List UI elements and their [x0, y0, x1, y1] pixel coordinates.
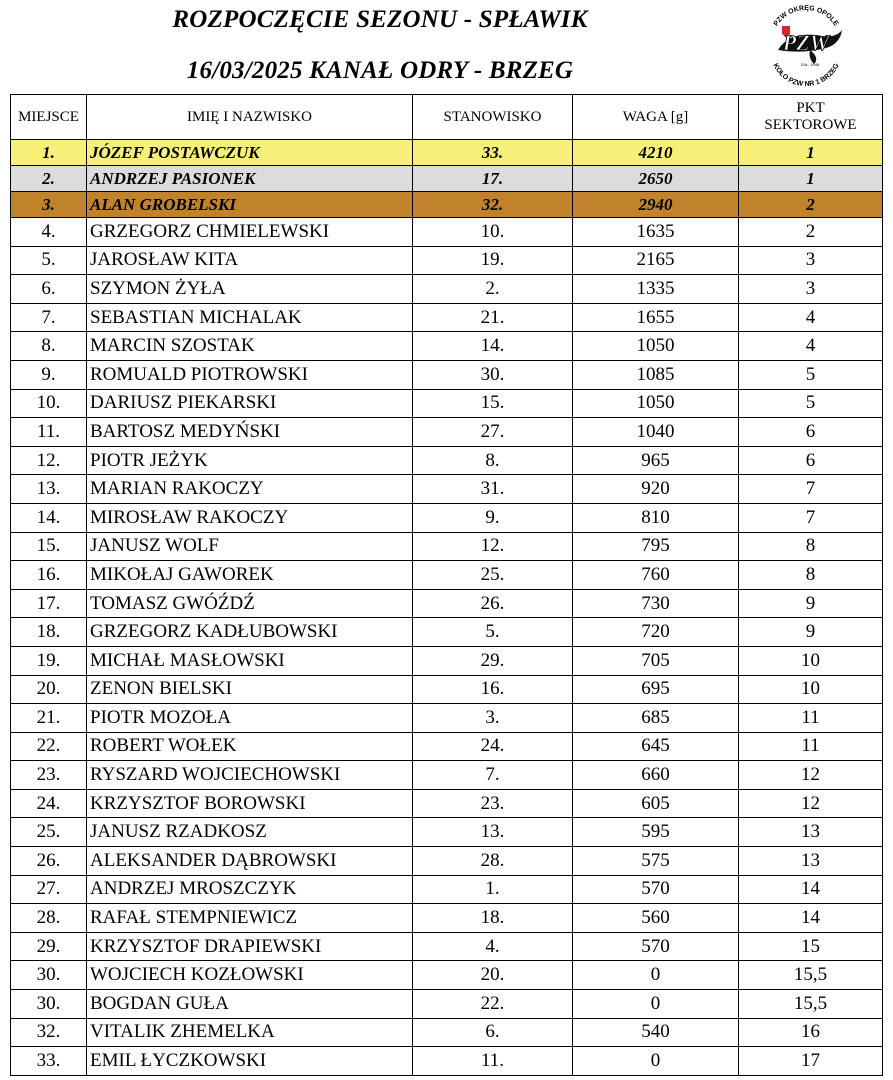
- weight-cell: 1335: [573, 275, 739, 304]
- document-title: ROZPOCZĘCIE SEZONU - SPŁAWIK: [172, 6, 588, 33]
- name-cell: ZENON BIELSKI: [87, 675, 413, 704]
- name-cell: GRZEGORZ KADŁUBOWSKI: [87, 618, 413, 647]
- place-cell: 26.: [11, 847, 87, 876]
- points-cell: 14: [739, 875, 883, 904]
- name-cell: SEBASTIAN MICHALAK: [87, 303, 413, 332]
- weight-cell: 695: [573, 675, 739, 704]
- weight-cell: 0: [573, 990, 739, 1019]
- weight-cell: 730: [573, 589, 739, 618]
- name-cell: BARTOSZ MEDYŃSKI: [87, 418, 413, 447]
- weight-cell: 705: [573, 646, 739, 675]
- points-cell: 13: [739, 847, 883, 876]
- place-cell: 33.: [11, 1047, 87, 1076]
- name-cell: TOMASZ GWÓŹDŹ: [87, 589, 413, 618]
- stand-cell: 29.: [413, 646, 573, 675]
- points-cell: 9: [739, 589, 883, 618]
- weight-cell: 810: [573, 503, 739, 532]
- table-row: [11, 332, 883, 361]
- name-cell: ALEKSANDER DĄBROWSKI: [87, 847, 413, 876]
- svg-text:KOŁO PZW NR 1 BRZEG: KOŁO PZW NR 1 BRZEG: [771, 62, 841, 88]
- name-cell: EMIL ŁYCZKOWSKI: [87, 1047, 413, 1076]
- column-header-place: MIEJSCE: [11, 95, 87, 140]
- stand-cell: 18.: [413, 904, 573, 933]
- weight-cell: 575: [573, 847, 739, 876]
- points-cell: 8: [739, 532, 883, 561]
- name-cell: PIOTR MOZOŁA: [87, 704, 413, 733]
- table-row: [11, 1047, 883, 1076]
- column-header-weight: WAGA [g]: [573, 95, 739, 140]
- document-subtitle: 16/03/2025 KANAŁ ODRY - BRZEG: [186, 57, 574, 84]
- stand-cell: 27.: [413, 418, 573, 447]
- points-cell: 1: [739, 166, 883, 192]
- place-cell: 20.: [11, 675, 87, 704]
- stand-cell: 33.: [413, 140, 573, 166]
- stand-cell: 25.: [413, 561, 573, 590]
- weight-cell: 595: [573, 818, 739, 847]
- place-cell: 13.: [11, 475, 87, 504]
- table-row: [11, 389, 883, 418]
- points-cell: 6: [739, 418, 883, 447]
- points-cell: 17: [739, 1047, 883, 1076]
- name-cell: MARCIN SZOSTAK: [87, 332, 413, 361]
- name-cell: DARIUSZ PIEKARSKI: [87, 389, 413, 418]
- name-cell: GRZEGORZ CHMIELEWSKI: [87, 218, 413, 247]
- name-cell: RYSZARD WOJCIECHOWSKI: [87, 761, 413, 790]
- weight-cell: 660: [573, 761, 739, 790]
- name-cell: MARIAN RAKOCZY: [87, 475, 413, 504]
- weight-cell: 2165: [573, 246, 739, 275]
- table-row: [11, 275, 883, 304]
- column-header-stand: STANOWISKO: [413, 95, 573, 140]
- table-row: [11, 140, 883, 166]
- stand-cell: 1.: [413, 875, 573, 904]
- name-cell: ALAN GROBELSKI: [87, 192, 413, 218]
- stand-cell: 8.: [413, 446, 573, 475]
- name-cell: ROMUALD PIOTROWSKI: [87, 360, 413, 389]
- stand-cell: 20.: [413, 961, 573, 990]
- place-cell: 30.: [11, 990, 87, 1019]
- points-cell: 11: [739, 732, 883, 761]
- name-cell: JAROSŁAW KITA: [87, 246, 413, 275]
- table-row: [11, 446, 883, 475]
- stand-cell: 19.: [413, 246, 573, 275]
- table-row: [11, 875, 883, 904]
- points-cell: 4: [739, 303, 883, 332]
- table-row: [11, 761, 883, 790]
- place-cell: 3.: [11, 192, 87, 218]
- name-cell: JÓZEF POSTAWCZUK: [87, 140, 413, 166]
- column-header-points: PKT SEKTOROWE: [739, 95, 883, 140]
- place-cell: 17.: [11, 589, 87, 618]
- place-cell: 15.: [11, 532, 87, 561]
- table-row: [11, 303, 883, 332]
- table-row: [11, 360, 883, 389]
- points-cell: 12: [739, 789, 883, 818]
- stand-cell: 21.: [413, 303, 573, 332]
- points-cell: 6: [739, 446, 883, 475]
- stand-cell: 2.: [413, 275, 573, 304]
- points-cell: 8: [739, 561, 883, 590]
- place-cell: 7.: [11, 303, 87, 332]
- name-cell: RAFAŁ STEMPNIEWICZ: [87, 904, 413, 933]
- name-cell: PIOTR JEŻYK: [87, 446, 413, 475]
- stand-cell: 31.: [413, 475, 573, 504]
- points-cell: 16: [739, 1018, 883, 1047]
- weight-cell: 920: [573, 475, 739, 504]
- place-cell: 12.: [11, 446, 87, 475]
- table-row: [11, 618, 883, 647]
- table-row: [11, 246, 883, 275]
- stand-cell: 15.: [413, 389, 573, 418]
- points-cell: 11: [739, 704, 883, 733]
- name-cell: KRZYSZTOF BOROWSKI: [87, 789, 413, 818]
- name-cell: KRZYSZTOF DRAPIEWSKI: [87, 932, 413, 961]
- stand-cell: 26.: [413, 589, 573, 618]
- table-row: [11, 589, 883, 618]
- weight-cell: 605: [573, 789, 739, 818]
- weight-cell: 570: [573, 932, 739, 961]
- place-cell: 8.: [11, 332, 87, 361]
- points-cell: 5: [739, 360, 883, 389]
- table-row: [11, 675, 883, 704]
- table-header-row: [11, 95, 883, 140]
- svg-text:PZW: PZW: [782, 30, 830, 55]
- points-cell: 4: [739, 332, 883, 361]
- weight-cell: 1085: [573, 360, 739, 389]
- points-cell: 13: [739, 818, 883, 847]
- svg-text:ZAŁ. 1946: ZAŁ. 1946: [800, 62, 820, 67]
- points-cell: 10: [739, 646, 883, 675]
- stand-cell: 13.: [413, 818, 573, 847]
- points-cell: 10: [739, 675, 883, 704]
- stand-cell: 32.: [413, 192, 573, 218]
- name-cell: ROBERT WOŁEK: [87, 732, 413, 761]
- weight-cell: 570: [573, 875, 739, 904]
- place-cell: 19.: [11, 646, 87, 675]
- points-cell: 15,5: [739, 990, 883, 1019]
- weight-cell: 2650: [573, 166, 739, 192]
- table-row: [11, 532, 883, 561]
- svg-text:PZW OKRĘG OPOLE: PZW OKRĘG OPOLE: [772, 4, 840, 28]
- weight-cell: 4210: [573, 140, 739, 166]
- weight-cell: 965: [573, 446, 739, 475]
- stand-cell: 30.: [413, 360, 573, 389]
- table-row: [11, 932, 883, 961]
- results-table: [10, 94, 883, 1076]
- weight-cell: 1050: [573, 389, 739, 418]
- stand-cell: 5.: [413, 618, 573, 647]
- table-row: [11, 218, 883, 247]
- table-row: [11, 818, 883, 847]
- weight-cell: 1655: [573, 303, 739, 332]
- pzw-logo: [760, 0, 852, 88]
- stand-cell: 4.: [413, 932, 573, 961]
- points-cell: 2: [739, 218, 883, 247]
- points-cell: 7: [739, 503, 883, 532]
- table-row: [11, 561, 883, 590]
- name-cell: VITALIK ZHEMELKA: [87, 1018, 413, 1047]
- points-cell: 12: [739, 761, 883, 790]
- stand-cell: 17.: [413, 166, 573, 192]
- name-cell: MICHAŁ MASŁOWSKI: [87, 646, 413, 675]
- place-cell: 6.: [11, 275, 87, 304]
- weight-cell: 1040: [573, 418, 739, 447]
- stand-cell: 23.: [413, 789, 573, 818]
- place-cell: 9.: [11, 360, 87, 389]
- table-row: [11, 646, 883, 675]
- name-cell: BOGDAN GUŁA: [87, 990, 413, 1019]
- name-cell: MIROSŁAW RAKOCZY: [87, 503, 413, 532]
- place-cell: 32.: [11, 1018, 87, 1047]
- place-cell: 1.: [11, 140, 87, 166]
- column-header-name: IMIĘ I NAZWISKO: [87, 95, 413, 140]
- table-row: [11, 961, 883, 990]
- place-cell: 25.: [11, 818, 87, 847]
- place-cell: 10.: [11, 389, 87, 418]
- table-row: [11, 990, 883, 1019]
- table-row: [11, 789, 883, 818]
- name-cell: MIKOŁAJ GAWOREK: [87, 561, 413, 590]
- weight-cell: 795: [573, 532, 739, 561]
- weight-cell: 540: [573, 1018, 739, 1047]
- table-row: [11, 904, 883, 933]
- weight-cell: 560: [573, 904, 739, 933]
- name-cell: ANDRZEJ PASIONEK: [87, 166, 413, 192]
- place-cell: 30.: [11, 961, 87, 990]
- table-row: [11, 847, 883, 876]
- weight-cell: 685: [573, 704, 739, 733]
- place-cell: 18.: [11, 618, 87, 647]
- points-cell: 1: [739, 140, 883, 166]
- points-cell: 5: [739, 389, 883, 418]
- weight-cell: 1050: [573, 332, 739, 361]
- stand-cell: 6.: [413, 1018, 573, 1047]
- weight-cell: 645: [573, 732, 739, 761]
- table-row: [11, 732, 883, 761]
- points-cell: 14: [739, 904, 883, 933]
- name-cell: ANDRZEJ MROSZCZYK: [87, 875, 413, 904]
- stand-cell: 11.: [413, 1047, 573, 1076]
- stand-cell: 28.: [413, 847, 573, 876]
- stand-cell: 24.: [413, 732, 573, 761]
- table-row: [11, 192, 883, 218]
- stand-cell: 16.: [413, 675, 573, 704]
- weight-cell: 0: [573, 961, 739, 990]
- place-cell: 14.: [11, 503, 87, 532]
- table-row: [11, 1018, 883, 1047]
- points-cell: 3: [739, 246, 883, 275]
- weight-cell: 1635: [573, 218, 739, 247]
- place-cell: 23.: [11, 761, 87, 790]
- place-cell: 4.: [11, 218, 87, 247]
- place-cell: 22.: [11, 732, 87, 761]
- weight-cell: 760: [573, 561, 739, 590]
- table-row: [11, 503, 883, 532]
- name-cell: SZYMON ŻYŁA: [87, 275, 413, 304]
- place-cell: 16.: [11, 561, 87, 590]
- points-cell: 2: [739, 192, 883, 218]
- place-cell: 11.: [11, 418, 87, 447]
- place-cell: 2.: [11, 166, 87, 192]
- place-cell: 21.: [11, 704, 87, 733]
- place-cell: 5.: [11, 246, 87, 275]
- stand-cell: 10.: [413, 218, 573, 247]
- stand-cell: 14.: [413, 332, 573, 361]
- stand-cell: 7.: [413, 761, 573, 790]
- weight-cell: 2940: [573, 192, 739, 218]
- name-cell: WOJCIECH KOZŁOWSKI: [87, 961, 413, 990]
- table-row: [11, 418, 883, 447]
- points-cell: 15,5: [739, 961, 883, 990]
- stand-cell: 12.: [413, 532, 573, 561]
- table-row: [11, 704, 883, 733]
- name-cell: JANUSZ RZADKOSZ: [87, 818, 413, 847]
- points-cell: 9: [739, 618, 883, 647]
- stand-cell: 3.: [413, 704, 573, 733]
- place-cell: 27.: [11, 875, 87, 904]
- points-cell: 7: [739, 475, 883, 504]
- stand-cell: 9.: [413, 503, 573, 532]
- table-row: [11, 166, 883, 192]
- points-cell: 15: [739, 932, 883, 961]
- table-row: [11, 475, 883, 504]
- place-cell: 28.: [11, 904, 87, 933]
- weight-cell: 720: [573, 618, 739, 647]
- points-cell: 3: [739, 275, 883, 304]
- weight-cell: 0: [573, 1047, 739, 1076]
- place-cell: 24.: [11, 789, 87, 818]
- place-cell: 29.: [11, 932, 87, 961]
- name-cell: JANUSZ WOLF: [87, 532, 413, 561]
- stand-cell: 22.: [413, 990, 573, 1019]
